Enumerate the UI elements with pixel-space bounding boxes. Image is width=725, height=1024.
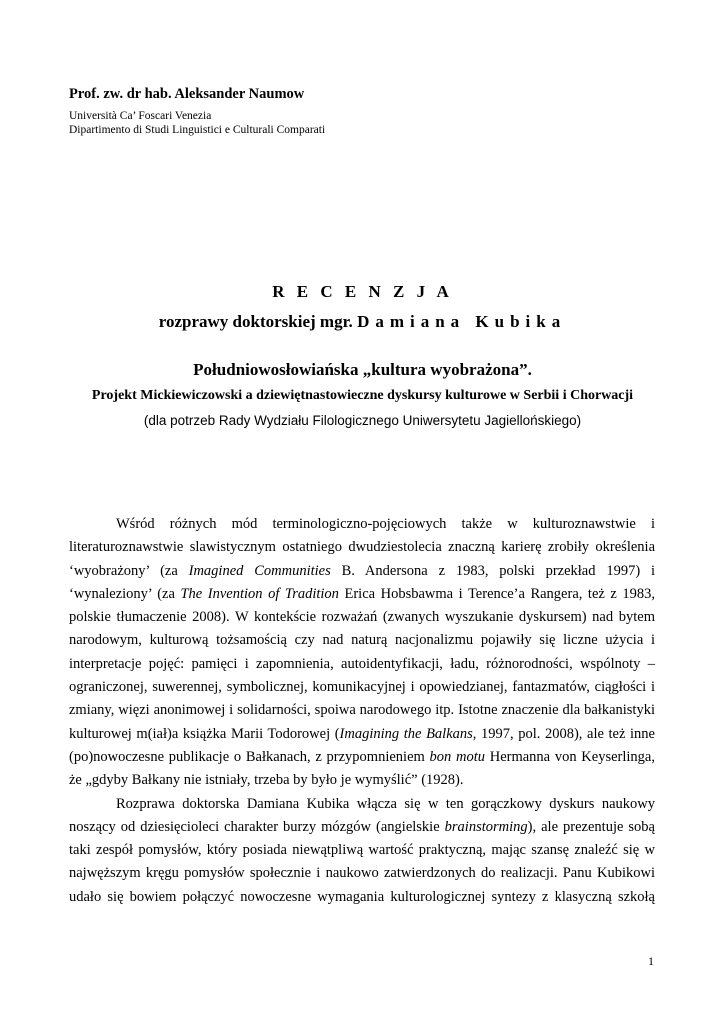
page-number: 1 [648, 954, 654, 968]
paragraph-line [69, 746, 655, 769]
paragraph-line [69, 816, 655, 839]
paragraph-line [69, 560, 655, 583]
candidate-name: Damiana Kubika [357, 312, 567, 331]
text-run: ‘wynaleziony’ (za [69, 585, 181, 602]
paragraph-line: polskie tłumaczenie 2008). W kontekście rozważań (zwanych wyszukanie dyskursem) nad bytem [69, 609, 655, 626]
paragraph-line [69, 723, 655, 746]
text-run: Hermanna von Keyserlinga, [485, 748, 655, 765]
text-run: kulturowej m(iał)a książka Marii Todorowej ( [69, 725, 340, 742]
paragraph-line: taki zespół pomysłów, który posiada niewątpliwą wartość praktyczną, mając szansę znaleźć się w [69, 842, 655, 859]
paragraph-line: że „gdyby Bałkany nie istniały, trzeba by było je wymyślić” (1928). [69, 772, 464, 789]
paragraph-line: zmiany, więzi anonimowej i solidarności, spoiwa narodowego itp. Istotne znaczenie dla bałkanistyki [69, 702, 655, 719]
italic-term: brainstorming [444, 818, 528, 835]
text-run: B. Andersona z 1983, polski przekład 1997) i [330, 562, 656, 579]
paragraph-line [69, 583, 655, 606]
thesis-line-prefix: rozprawy doktorskiej mgr. [158, 312, 358, 331]
paragraph-line: Rozprawa doktorska Damiana Kubika włącza się w ten gorączkowy dyskurs naukowy [116, 795, 655, 812]
text-run: , 1997, pol. 2008), ale też inne [472, 725, 655, 742]
paragraph-line: interpretacje pojęć: pamięci i zapomnienia, autoidentyfikacji, ładu, różnorodności, wspólnoty – [69, 655, 655, 672]
paragraph-line: ograniczonej, suwerennej, symbolicznej, komunikacyjnej i opowiedzianej, fantazmatów, ciągłości i [69, 679, 655, 696]
paragraph-line: Wśród różnych mód terminologiczno-pojęciowych także w kulturoznawstwie i [116, 516, 655, 532]
paragraph-line: narodowym, kulturową tożsamością czy nad naturą nacjonalizmu pojawiły się liczne użycia i [69, 632, 655, 649]
italic-phrase: bon motu [429, 748, 485, 765]
text-run: Erica Hobsbawma i Terence’a Rangera, też z 1983, [338, 585, 655, 602]
italic-title: The Invention of Tradition [180, 585, 339, 602]
thesis-subtitle: Projekt Mickiewiczowski a dziewiętnastowieczne dyskursy kulturowe w Serbii i Chorwacji [91, 388, 634, 403]
author-name: Prof. zw. dr hab. Aleksander Naumow [69, 86, 305, 102]
affiliation-university: Università Ca’ Foscari Venezia [69, 110, 212, 122]
italic-title: Imagined Communities [188, 562, 331, 579]
paragraph-line: udało się bowiem połączyć nowoczesne wymagania kulturologicznej syntezy z klasyczną szkołą [69, 888, 655, 905]
paragraph-line: najwęższym kręgu pomysłów społecznie i naukowo zatwierdzonych do realizacji. Panu Kubikowi [69, 865, 655, 882]
text-run: noszący od dziesięcioleci charakter burzy mózgów (angielskie [69, 818, 445, 835]
affiliation-department: Dipartimento di Studi Linguistici e Culturali Comparati [69, 124, 326, 136]
paragraph-line: literaturoznawstwie slawistycznym ostatniego dwudziestolecia znaczną karierę zrobiły określenia [69, 539, 655, 556]
purpose-note: (dla potrzeb Rady Wydziału Filologicznego Uniwersytetu Jagiellońskiego) [143, 413, 582, 428]
text-run: ), ale prezentuje sobą [527, 818, 655, 835]
thesis-line [0, 312, 725, 332]
review-body [69, 513, 655, 909]
italic-title: Imagining the Balkans [339, 725, 473, 742]
review-heading: R E C E N Z J A [272, 282, 453, 301]
text-run: (po)nowoczesne publikacje o Bałkanach, z przypomnieniem [69, 748, 430, 765]
text-run: ‘wyobrażony’ (za [69, 562, 189, 579]
thesis-title: Południowosłowiańska „kultura wyobrażona”. [193, 360, 532, 379]
